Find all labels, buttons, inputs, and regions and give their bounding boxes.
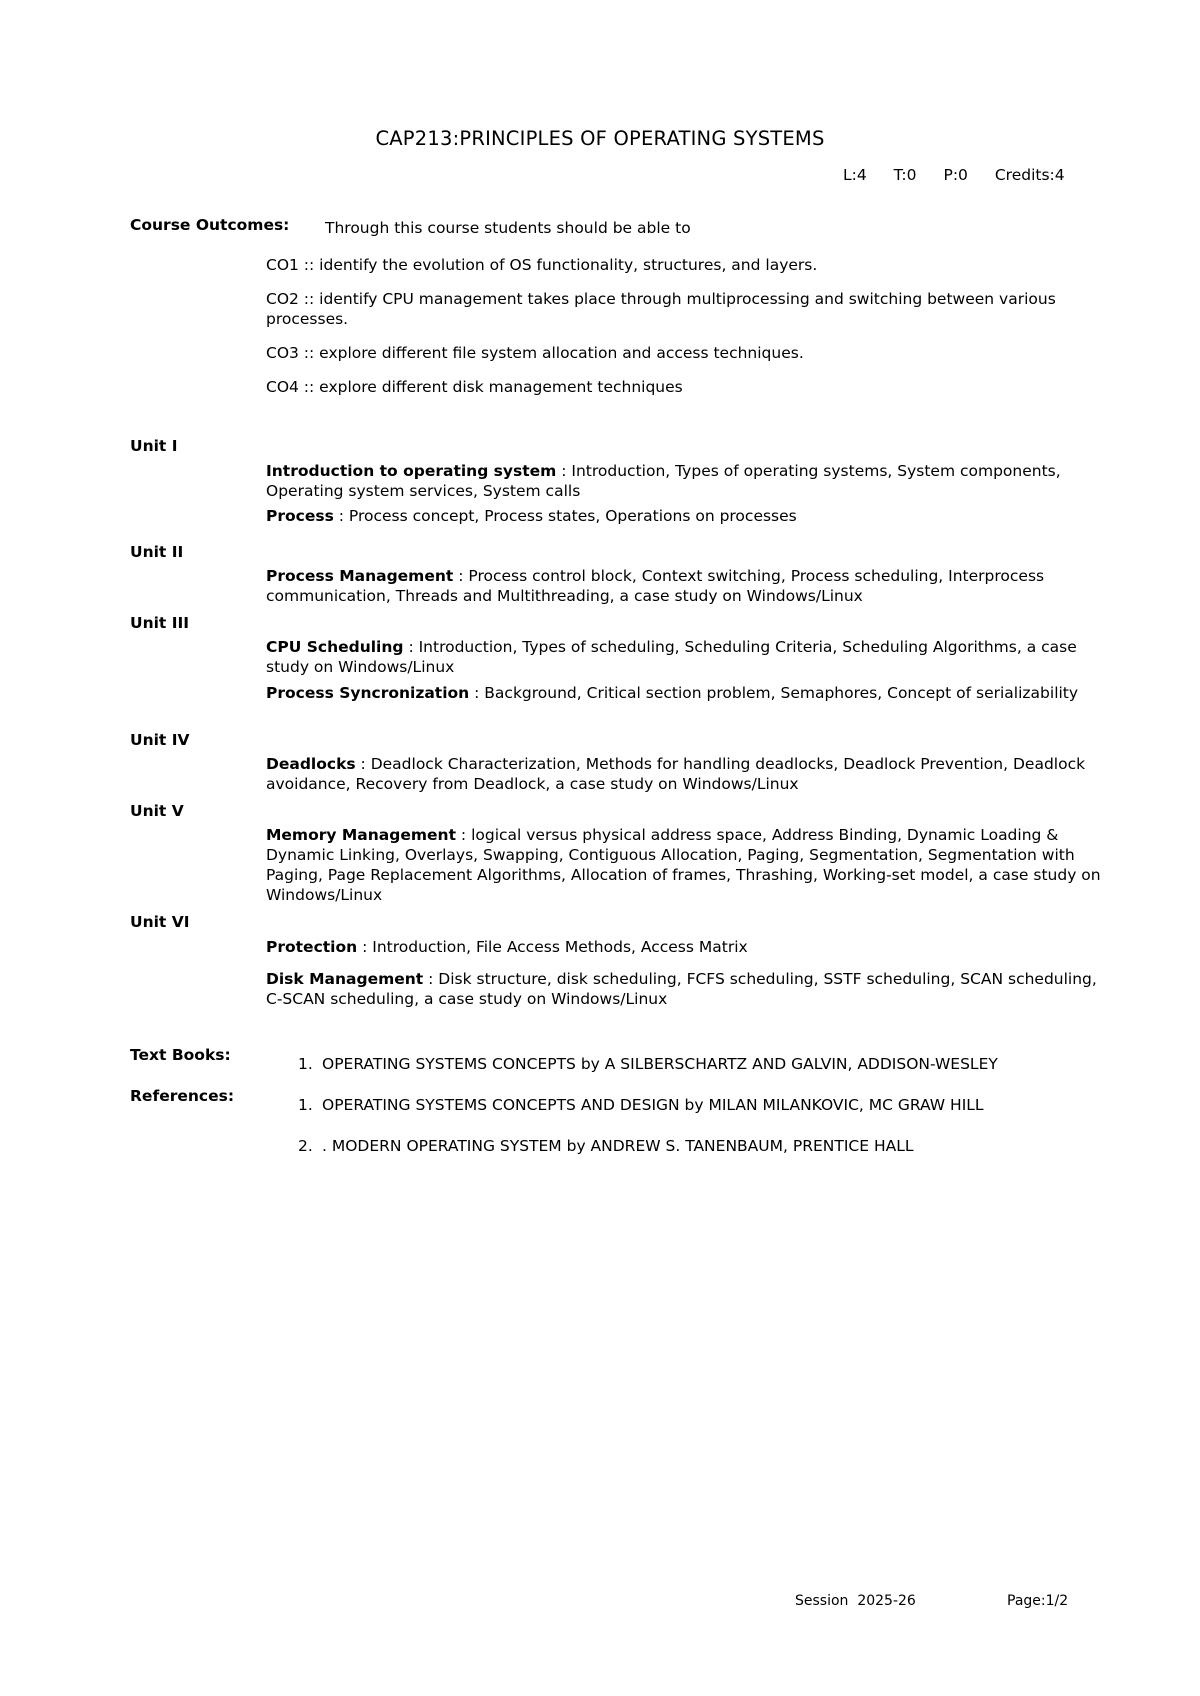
unit-topic: Deadlocks : Deadlock Characterization, Methods for handling deadlocks, Deadlock Prevention, Deadlock avoidance, Recovery from Deadlock, a case study on Windows/Linux: [266, 755, 1086, 793]
unit-topic: Memory Management : logical versus physical address space, Address Binding, Dynamic Loading & Dynamic Linking, Overlays, Swapping, Contiguous Allocation, Paging, Segmentation, Segmentation with Paging, Page Replacement Algorithms, Allocation of frames, Thrashing, Working-set model, a case study on Windows/Linux: [266, 826, 1101, 904]
list-number: 1.: [298, 1096, 313, 1114]
lecture-hours: L:4: [843, 166, 867, 184]
unit-heading: Unit IV: [130, 731, 190, 749]
unit-topic: Process Management : Process control block, Context switching, Process scheduling, Interprocess communication, Threads and Multithreading, a case study on Windows/Linux: [266, 567, 1045, 605]
topic-title: Process: [266, 507, 334, 525]
session-info: [795, 1593, 916, 1609]
course-title: CAP213:PRINCIPLES OF OPERATING SYSTEMS: [375, 127, 825, 150]
unit-heading: Unit V: [130, 802, 184, 820]
topic-description: Deadlock Characterization, Methods for handling deadlocks, Deadlock Prevention, Deadlock avoidance, Recovery from Deadlock, a case study on Windows/Linux: [266, 755, 1086, 793]
reference-item: [298, 1137, 913, 1155]
topic-description: Introduction, Types of scheduling, Scheduling Criteria, Scheduling Algorithms, a case study on Windows/Linux: [266, 638, 1077, 676]
topic-description: Process control block, Context switching, Process scheduling, Interprocess communication, Threads and Multithreading, a case study on Windows/Linux: [266, 567, 1045, 605]
topic-title: Process Management: [266, 567, 454, 585]
tutorial-hours: T:0: [893, 166, 917, 184]
textbooks-label: Text Books:: [130, 1046, 231, 1064]
topic-description: Disk structure, disk scheduling, FCFS scheduling, SSTF scheduling, SCAN scheduling, C-SCAN scheduling, a case study on Windows/Linux: [266, 970, 1097, 1008]
topic-title: Memory Management: [266, 826, 456, 844]
topic-description: logical versus physical address space, Address Binding, Dynamic Loading & Dynamic Linking, Overlays, Swapping, Contiguous Allocation, Paging, Segmentation, Segmentation with Paging, Page Replacement Algorithms, Allocation of frames, Thrashing, Working-set model, a case study on Windows/Linux: [266, 826, 1101, 904]
session-value: 2025-26: [857, 1593, 916, 1609]
topic-description: Introduction, File Access Methods, Access Matrix: [372, 938, 748, 956]
unit-topic: Process : Process concept, Process states, Operations on processes: [266, 507, 797, 525]
course-outcome-item: CO3 :: explore different file system allocation and access techniques.: [266, 344, 804, 362]
unit-topic: Disk Management : Disk structure, disk scheduling, FCFS scheduling, SSTF scheduling, SCAN scheduling, C-SCAN scheduling, a case study on Windows/Linux: [266, 970, 1097, 1008]
course-outcomes-label: Course Outcomes:: [130, 216, 290, 234]
list-number: 2.: [298, 1137, 313, 1155]
unit-topic: CPU Scheduling : Introduction, Types of scheduling, Scheduling Criteria, Scheduling Algorithms, a case study on Windows/Linux: [266, 638, 1077, 676]
reference-text: . MODERN OPERATING SYSTEM by ANDREW S. TANENBAUM, PRENTICE HALL: [322, 1137, 914, 1155]
session-label: Session: [795, 1593, 849, 1609]
reference-item: [298, 1096, 984, 1114]
reference-text: OPERATING SYSTEMS CONCEPTS AND DESIGN by MILAN MILANKOVIC, MC GRAW HILL: [322, 1096, 984, 1114]
textbook-item: [298, 1055, 998, 1073]
topic-description: Process concept, Process states, Operations on processes: [348, 507, 797, 525]
unit-topic: Process Syncronization : Background, Critical section problem, Semaphores, Concept of serializability: [266, 684, 1079, 702]
unit-heading: Unit VI: [130, 913, 190, 931]
course-outcomes-intro: Through this course students should be able to: [325, 219, 691, 237]
unit-heading: Unit I: [130, 437, 178, 455]
credit-structure: [843, 166, 1065, 184]
topic-description: Introduction, Types of operating systems, System components, Operating system services, System calls: [266, 462, 1061, 500]
topic-title: CPU Scheduling: [266, 638, 404, 656]
unit-heading: Unit III: [130, 614, 190, 632]
course-outcome-item: CO2 :: identify CPU management takes place through multiprocessing and switching between various processes.: [266, 290, 1056, 328]
references-label: References:: [130, 1087, 235, 1105]
list-number: 1.: [298, 1055, 313, 1073]
topic-description: Background, Critical section problem, Semaphores, Concept of serializability: [484, 684, 1079, 702]
topic-title: Introduction to operating system: [266, 462, 557, 480]
topic-title: Deadlocks: [266, 755, 356, 773]
credits: Credits:4: [994, 166, 1065, 184]
unit-topic: Introduction to operating system : Introduction, Types of operating systems, System components, Operating system services, System calls: [266, 462, 1061, 500]
practical-hours: P:0: [943, 166, 968, 184]
topic-title: Protection: [266, 938, 358, 956]
page-number: Page:1/2: [1007, 1593, 1069, 1609]
topic-title: Process Syncronization: [266, 684, 470, 702]
course-outcome-item: CO1 :: identify the evolution of OS functionality, structures, and layers.: [266, 256, 818, 274]
unit-topic: Protection : Introduction, File Access Methods, Access Matrix: [266, 938, 748, 956]
course-outcome-item: CO4 :: explore different disk management techniques: [266, 378, 683, 396]
topic-title: Disk Management: [266, 970, 424, 988]
unit-heading: Unit II: [130, 543, 184, 561]
textbook-text: OPERATING SYSTEMS CONCEPTS by A SILBERSCHARTZ AND GALVIN, ADDISON-WESLEY: [322, 1055, 998, 1073]
